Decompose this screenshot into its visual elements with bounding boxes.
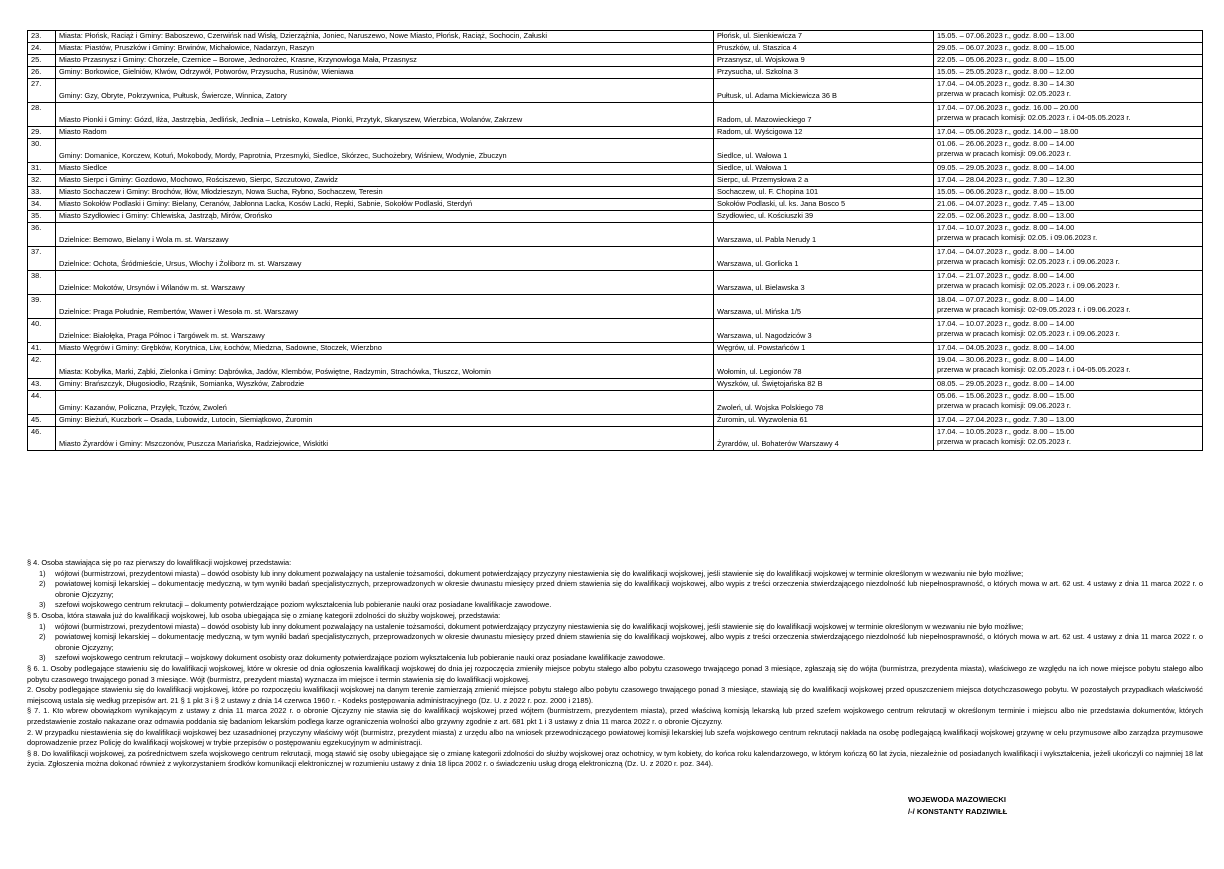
schedule-dates: 29.05. – 06.07.2023 r., godz. 8.00 – 15.00: [937, 43, 1075, 52]
table-row: [28, 355, 1203, 379]
table-row: [28, 55, 1203, 67]
schedule-break: przerwa w pracach komisji: 02.05.2023 r. i 09.06.2023 r.: [937, 329, 1120, 338]
row-schedule: [934, 43, 1203, 55]
row-schedule: [934, 199, 1203, 211]
row-address: Wołomin, ul. Legionów 78: [714, 355, 934, 379]
section-4-item-2: 2) powiatowej komisji lekarskiej – dokumentację medyczną, w tym wyniki badań specjalistycznych, przeprowadzonych w okresie dwunastu miesięcy przed dniem stawienia się do kwalifikacji wojskowej, albo wypis z treści orzeczenia stwierdzającego niezdolność lub niepełnosprawność, o których mowa w art. 62 ust. 4 ustawy z dnia 11 marca 2022 r. o obronie Ojczyzny;: [39, 579, 1203, 599]
signature-name: /-/ KONSTANTY RADZIWIŁŁ: [908, 807, 1008, 816]
section-5-item-2: 2) powiatowej komisji lekarskiej – dokumentację medyczną, w tym wyniki badań specjalistycznych, przeprowadzonych w okresie dwunastu miesięcy przed dniem stawienia się do kwalifikacji wojskowej, albo wypis z treści orzeczenia stwierdzającego niezdolność lub niepełnosprawność, o których mowa w art. 62 ust. 4 ustawy z dnia 11 marca 2022 r. o obronie Ojczyzny;: [39, 632, 1203, 652]
schedule-dates: 17.04. – 27.04.2023 r., godz. 7.30 – 13.00: [937, 415, 1075, 424]
row-number: 25.: [28, 55, 56, 67]
row-number: 24.: [28, 43, 56, 55]
schedule-dates: 17.04. – 04.07.2023 r., godz. 8.00 – 14.00: [937, 247, 1075, 256]
schedule-break: przerwa w pracach komisji: 09.06.2023 r.: [937, 149, 1071, 158]
row-area: Miasto Węgrów i Gminy: Grębków, Korytnica, Liw, Łochów, Miedzna, Sadowne, Stoczek, Wierzbno: [56, 343, 714, 355]
row-area: Miasto Sokołów Podlaski i Gminy: Bielany, Ceranów, Jabłonna Lacka, Kosów Lacki, Repki, Sabnie, Sokołów Podlaski, Sterdyń: [56, 199, 714, 211]
signature-block: [908, 794, 1007, 818]
row-address: Węgrów, ul. Powstańców 1: [714, 343, 934, 355]
row-address: Przysucha, ul. Szkolna 3: [714, 67, 934, 79]
row-schedule: [934, 79, 1203, 103]
schedule-dates: 22.05. – 02.06.2023 r., godz. 8.00 – 13.00: [937, 211, 1075, 220]
row-schedule: [934, 31, 1203, 43]
row-number: 39.: [28, 295, 56, 319]
table-row: [28, 67, 1203, 79]
schedule-break: przerwa w pracach komisji: 02.05.2023 r. i 09.06.2023 r.: [937, 281, 1120, 290]
row-schedule: [934, 67, 1203, 79]
table-row: [28, 343, 1203, 355]
schedule-dates: 21.06. – 04.07.2023 r., godz. 7.45 – 13.00: [937, 199, 1075, 208]
row-address: Warszawa, ul. Pabla Nerudy 1: [714, 223, 934, 247]
row-schedule: [934, 415, 1203, 427]
schedule-dates: 01.06. – 26.06.2023 r., godz. 8.00 – 14.00: [937, 139, 1075, 148]
row-schedule: [934, 223, 1203, 247]
row-address: Przasnysz, ul. Wojskowa 9: [714, 55, 934, 67]
row-address: Radom, ul. Mazowieckiego 7: [714, 103, 934, 127]
table-row: [28, 175, 1203, 187]
schedule-dates: 15.05. – 07.06.2023 r., godz. 8.00 – 13.00: [937, 31, 1075, 40]
row-area: Dzielnice: Praga Południe, Rembertów, Wawer i Wesoła m. st. Warszawy: [56, 295, 714, 319]
row-number: 44.: [28, 391, 56, 415]
row-schedule: [934, 295, 1203, 319]
schedule-dates: 19.04. – 30.06.2023 r., godz. 8.00 – 14.00: [937, 355, 1075, 364]
row-area: Miasta: Piastów, Pruszków i Gminy: Brwinów, Michałowice, Nadarzyn, Raszyn: [56, 43, 714, 55]
schedule-dates: 08.05. – 29.05.2023 r., godz. 8.00 – 14.00: [937, 379, 1075, 388]
row-area: Dzielnice: Mokotów, Ursynów i Wilanów m. st. Warszawy: [56, 271, 714, 295]
table-row: [28, 139, 1203, 163]
table-row: [28, 103, 1203, 127]
row-number: 27.: [28, 79, 56, 103]
schedule-dates: 09.05. – 29.05.2023 r., godz. 8.00 – 14.00: [937, 163, 1075, 172]
row-number: 41.: [28, 343, 56, 355]
schedule-dates: 17.04. – 10.07.2023 r., godz. 8.00 – 14.00: [937, 223, 1075, 232]
schedule-dates: 17.04. – 07.06.2023 r., godz. 16.00 – 20.00: [937, 103, 1079, 112]
row-schedule: [934, 247, 1203, 271]
row-area: Miasto Szydłowiec i Gminy: Chlewiska, Jastrząb, Mirów, Orońsko: [56, 211, 714, 223]
table-row: [28, 79, 1203, 103]
row-number: 40.: [28, 319, 56, 343]
row-number: 34.: [28, 199, 56, 211]
section-7-1: § 7. 1. Kto wbrew obowiązkom wynikającym z ustawy z dnia 11 marca 2022 r. o obronie Ojczyzny nie stawia się do kwalifikacji wojskowej przed wójtem (burmistrzem, prezydentem miasta), przed właściwą komisją lekarską lub przed szefem wojskowego centrum rekrutacji w określonym terminie i miejscu albo nie przedstawia dokumentów, których przedstawienie zostało nakazane oraz odmawia poddania się badaniom lekarskim podlega karze ograniczenia wolności albo grzywny zgodnie z art. 681 pkt 1 i 3 ustawy z dnia 11 marca 2022 r. o obronie Ojczyzny.: [27, 706, 1203, 726]
row-schedule: [934, 163, 1203, 175]
table-row: [28, 163, 1203, 175]
row-schedule: [934, 127, 1203, 139]
row-area: Miasto Sierpc i Gminy: Gozdowo, Mochowo, Rościszewo, Sierpc, Szczutowo, Zawidz: [56, 175, 714, 187]
row-number: 37.: [28, 247, 56, 271]
table-row: [28, 211, 1203, 223]
row-schedule: [934, 55, 1203, 67]
row-address: Warszawa, ul. Mińska 1/5: [714, 295, 934, 319]
section-4-intro: § 4. Osoba stawiająca się po raz pierwszy do kwalifikacji wojskowej przedstawia:: [27, 558, 292, 567]
schedule-dates: 17.04. – 10.05.2023 r., godz. 8.00 – 15.00: [937, 427, 1075, 436]
table-row: [28, 127, 1203, 139]
row-number: 45.: [28, 415, 56, 427]
row-address: Żyrardów, ul. Bohaterów Warszawy 4: [714, 427, 934, 451]
row-number: 36.: [28, 223, 56, 247]
row-number: 29.: [28, 127, 56, 139]
row-schedule: [934, 103, 1203, 127]
row-area: Gminy: Bieżuń, Kuczbork – Osada, Lubowidz, Lutocin, Siemiątkowo, Żuromin: [56, 415, 714, 427]
schedule-dates: 17.04. – 04.05.2023 r., godz. 8.30 – 14.30: [937, 79, 1075, 88]
row-schedule: [934, 211, 1203, 223]
section-5-item-1: 1) wójtowi (burmistrzowi, prezydentowi miasta) – dowód osobisty lub inny dokument pozwalający na ustalenie tożsamości, dokument potwierdzający przyczyny niestawienia się do kwalifikacji wojskowej, jeśli stawienie się do kwalifikacji wojskowej w terminie określonym w wezwaniu nie było możliwe;: [39, 621, 1024, 631]
row-number: 28.: [28, 103, 56, 127]
row-area: Dzielnice: Bemowo, Bielany i Wola m. st. Warszawy: [56, 223, 714, 247]
section-6-1: § 6. 1. Osoby podlegające stawieniu się do kwalifikacji wojskowej, które w okresie od dnia ogłoszenia kwalifikacji wojskowej do dnia jej rozpoczęcia zmieniły miejsce pobytu stałego albo pobytu czasowego trwającego ponad 3 miesiące, zgłaszają się do wójta (burmistrza, prezydenta miasta), właściwego ze względu na ich nowe miejsce pobytu stałego albo pobytu czasowego trwającego ponad 3 miesiące. Wójt (burmistrz, prezydent miasta) wyznacza im miejsce i termin stawienia się do kwalifikacji wojskowej.: [27, 663, 1203, 684]
legal-text: [27, 558, 1203, 770]
row-area: Gminy: Domanice, Korczew, Kotuń, Mokobody, Mordy, Paprotnia, Przesmyki, Siedlce, Skórzec, Suchożebry, Wiśniew, Wodynie, Zbuczyn: [56, 139, 714, 163]
section-5-item-3: 3) szefowi wojskowego centrum rekrutacji – wojskowy dokument osobisty oraz dokumenty potwierdzające poziom wykształcenia lub pobieranie nauki oraz posiadane kwalifikacje zawodowe.: [39, 653, 666, 663]
row-area: Gminy: Borkowice, Gielniów, Klwów, Odrzywół, Potworów, Przysucha, Rusinów, Wieniawa: [56, 67, 714, 79]
schedule-break: przerwa w pracach komisji: 02.05.2023 r. i 04-05.05.2023 r.: [937, 113, 1131, 122]
row-area: Miasta: Kobyłka, Marki, Ząbki, Zielonka i Gminy: Dąbrówka, Jadów, Klembów, Poświętne, Radzymin, Strachówka, Tłuszcz, Wołomin: [56, 355, 714, 379]
schedule-dates: 17.04. – 04.05.2023 r., godz. 8.00 – 14.00: [937, 343, 1075, 352]
row-number: 42.: [28, 355, 56, 379]
row-number: 30.: [28, 139, 56, 163]
row-address: Zwoleń, ul. Wojska Polskiego 78: [714, 391, 934, 415]
table-row: [28, 319, 1203, 343]
schedule-table: [27, 30, 1203, 451]
table-row: [28, 427, 1203, 451]
schedule-break: przerwa w pracach komisji: 02.05.2023 r.: [937, 437, 1071, 446]
row-schedule: [934, 319, 1203, 343]
schedule-dates: 17.04. – 21.07.2023 r., godz. 8.00 – 14.00: [937, 271, 1075, 280]
table-row: [28, 391, 1203, 415]
row-number: 43.: [28, 379, 56, 391]
table-row: [28, 31, 1203, 43]
row-address: Pruszków, ul. Staszica 4: [714, 43, 934, 55]
schedule-dates: 05.06. – 15.06.2023 r., godz. 8.00 – 15.00: [937, 391, 1075, 400]
section-5-intro: § 5. Osoba, która stawała już do kwalifikacji wojskowej, lub osoba ubiegająca się o zmianę kategorii zdolności do służby wojskowej, przedstawia:: [27, 610, 501, 620]
row-number: 38.: [28, 271, 56, 295]
row-address: Pułtusk, ul. Adama Mickiewicza 36 B: [714, 79, 934, 103]
section-7-2: 2. W przypadku niestawienia się do kwalifikacji wojskowej bez uzasadnionej przyczyny właściwy wójt (burmistrz, prezydent miasta) z urzędu albo na wniosek przewodniczącego powiatowej komisji lekarskiej lub szefa wojskowego centrum rekrutacji nakłada na osobę podlegającą kwalifikacji wojskowej grzywnę w celu przymusowe albo zarządza przymusowe doprowadzenie przez Policję do kwalifikacji wojskowej w trybie przepisów o postępowaniu egzekucyjnym w administracji.: [27, 727, 1203, 748]
row-address: Warszawa, ul. Gorlicka 1: [714, 247, 934, 271]
row-area: Miasto Siedlce: [56, 163, 714, 175]
schedule-dates: 15.05. – 06.06.2023 r., godz. 8.00 – 15.00: [937, 187, 1075, 196]
row-area: Gminy: Gzy, Obryte, Pokrzywnica, Pułtusk, Świercze, Winnica, Zatory: [56, 79, 714, 103]
row-address: Wyszków, ul. Świętojańska 82 B: [714, 379, 934, 391]
row-number: 23.: [28, 31, 56, 43]
row-area: Gminy: Kazanów, Policzna, Przyłęk, Tczów, Zwoleń: [56, 391, 714, 415]
row-area: Dzielnice: Białołęka, Praga Północ i Targówek m. st. Warszawy: [56, 319, 714, 343]
row-number: 35.: [28, 211, 56, 223]
row-schedule: [934, 391, 1203, 415]
table-row: [28, 247, 1203, 271]
row-area: Miasto Żyrardów i Gminy: Mszczonów, Puszcza Mariańska, Radziejowice, Wiskitki: [56, 427, 714, 451]
row-area: Miasto Pionki i Gminy: Gózd, Iłża, Jastrzębia, Jedlińsk, Jedlnia – Letnisko, Kowala, Pionki, Przytyk, Skaryszew, Wierzbica, Wolanów, Zakrzew: [56, 103, 714, 127]
row-schedule: [934, 187, 1203, 199]
table-row: [28, 295, 1203, 319]
schedule-break: przerwa w pracach komisji: 09.06.2023 r.: [937, 401, 1071, 410]
row-number: 46.: [28, 427, 56, 451]
schedule-break: przerwa w pracach komisji: 02.05.2023 r.: [937, 89, 1071, 98]
row-schedule: [934, 427, 1203, 451]
row-area: Miasta: Płońsk, Raciąż i Gminy: Baboszewo, Czerwińsk nad Wisłą, Dzierzążnia, Joniec, Naruszewo, Nowe Miasto, Płońsk, Raciąż, Sochocin, Załuski: [56, 31, 714, 43]
row-number: 31.: [28, 163, 56, 175]
row-address: Płońsk, ul. Sienkiewicza 7: [714, 31, 934, 43]
table-row: [28, 199, 1203, 211]
table-row: [28, 271, 1203, 295]
table-row: [28, 187, 1203, 199]
row-address: Radom, ul. Wyścigowa 12: [714, 127, 934, 139]
schedule-break: przerwa w pracach komisji: 02.05.2023 r. i 09.06.2023 r.: [937, 257, 1120, 266]
row-address: Szydłowiec, ul. Kościuszki 39: [714, 211, 934, 223]
row-area: Miasto Sochaczew i Gminy: Brochów, Iłów, Młodzieszyn, Nowa Sucha, Rybno, Sochaczew, Teresin: [56, 187, 714, 199]
schedule-table-body: [28, 31, 1203, 451]
row-address: Sierpc, ul. Przemysłowa 2 a: [714, 175, 934, 187]
row-address: Sochaczew, ul. F. Chopina 101: [714, 187, 934, 199]
schedule-dates: 22.05. – 05.06.2023 r., godz. 8.00 – 15.00: [937, 55, 1075, 64]
row-number: 33.: [28, 187, 56, 199]
row-schedule: [934, 379, 1203, 391]
section-4-item-3: 3) szefowi wojskowego centrum rekrutacji – dokumenty potwierdzające poziom wykształcenia lub pobieranie nauki oraz posiadane kwalifikacje zawodowe.: [39, 600, 552, 610]
row-schedule: [934, 175, 1203, 187]
row-address: Żuromin, ul. Wyzwolenia 61: [714, 415, 934, 427]
row-schedule: [934, 355, 1203, 379]
schedule-dates: 17.04. – 10.07.2023 r., godz. 8.00 – 14.00: [937, 319, 1075, 328]
schedule-dates: 18.04. – 07.07.2023 r., godz. 8.00 – 14.00: [937, 295, 1075, 304]
schedule-dates: 17.04. – 05.06.2023 r., godz. 14.00 – 18.00: [937, 127, 1079, 136]
row-area: Miasto Przasnysz i Gminy: Chorzele, Czernice – Borowe, Jednorożec, Krasne, Krzynowłoga Mała, Przasnysz: [56, 55, 714, 67]
section-6-2: 2. Osoby podlegające stawieniu się do kwalifikacji wojskowej, które po rozpoczęciu kwalifikacji wojskowej na danym terenie zamierzają zmienić miejsce pobytu stałego albo pobytu czasowego trwającego ponad 3 miesiące, stawiają się do kwalifikacji wojskowej przed opuszczeniem miejsca dotychczasowego pobytu. W pozostałych przypadkach właściwość miejscową ustala się według przepisów art. 21 § 1 pkt 3 i § 2 ustawy z dnia 14 czerwca 1960 r. - Kodeks postępowania administracyjnego (Dz. U. z 2022 r. poz. 2000 i 2185).: [27, 685, 1203, 705]
row-area: Gminy: Brańszczyk, Długosiodło, Rząśnik, Somianka, Wyszków, Zabrodzie: [56, 379, 714, 391]
row-area: Dzielnice: Ochota, Śródmieście, Ursus, Włochy i Żoliborz m. st. Warszawy: [56, 247, 714, 271]
table-row: [28, 223, 1203, 247]
row-address: Siedlce, ul. Wałowa 1: [714, 139, 934, 163]
row-address: Sokołów Podlaski, ul. ks. Jana Bosco 5: [714, 199, 934, 211]
schedule-break: przerwa w pracach komisji: 02.05. i 09.06.2023 r.: [937, 233, 1098, 242]
schedule-dates: 17.04. – 28.04.2023 r., godz. 7.30 – 12.30: [937, 175, 1075, 184]
schedule-break: przerwa w pracach komisji: 02-09.05.2023 r. i 09.06.2023 r.: [937, 305, 1131, 314]
row-schedule: [934, 343, 1203, 355]
schedule-break: przerwa w pracach komisji: 02.05.2023 r. i 04-05.05.2023 r.: [937, 365, 1131, 374]
row-number: 26.: [28, 67, 56, 79]
row-area: Miasto Radom: [56, 127, 714, 139]
signature-title: WOJEWODA MAZOWIECKI: [908, 795, 1007, 804]
section-8: § 8. Do kwalifikacji wojskowej, za pośrednictwem szefa wojskowego centrum rekrutacji, mogą stawić się osoby ubiegające się o zmianę kategorii zdolności do służby wojskowej oraz ochotnicy, w tym kobiety, do końca roku kalendarzowego, w którym kończą 60 lat życia, niezależnie od posiadanych kwalifikacji i wykształcenia, jeżeli ukończyli co najmniej 18 lat życia. Zgłoszenia można dokonać również z wykorzystaniem środków komunikacji elektronicznej w rozumieniu ustawy z dnia 18 lipca 2002 r. o świadczeniu usług drogą elektroniczną (Dz. U. z 2020 r. poz. 344).: [27, 748, 1203, 769]
section-4-item-1: 1) wójtowi (burmistrzowi, prezydentowi miasta) – dowód osobisty lub inny dokument pozwalający na ustalenie tożsamości, dokument potwierdzający przyczyny niestawienia się do kwalifikacji wojskowej, jeśli stawienie się do kwalifikacji wojskowej w terminie określonym w wezwaniu nie było możliwe;: [39, 568, 1024, 578]
table-row: [28, 379, 1203, 391]
row-schedule: [934, 139, 1203, 163]
schedule-dates: 15.05. – 25.05.2023 r., godz. 8.00 – 12.00: [937, 67, 1075, 76]
table-row: [28, 43, 1203, 55]
schedule-table-wrapper: [27, 30, 1203, 451]
row-number: 32.: [28, 175, 56, 187]
row-address: Warszawa, ul. Nagodziców 3: [714, 319, 934, 343]
row-schedule: [934, 271, 1203, 295]
table-row: [28, 415, 1203, 427]
row-address: Siedlce, ul. Wałowa 1: [714, 163, 934, 175]
row-address: Warszawa, ul. Bielawska 3: [714, 271, 934, 295]
